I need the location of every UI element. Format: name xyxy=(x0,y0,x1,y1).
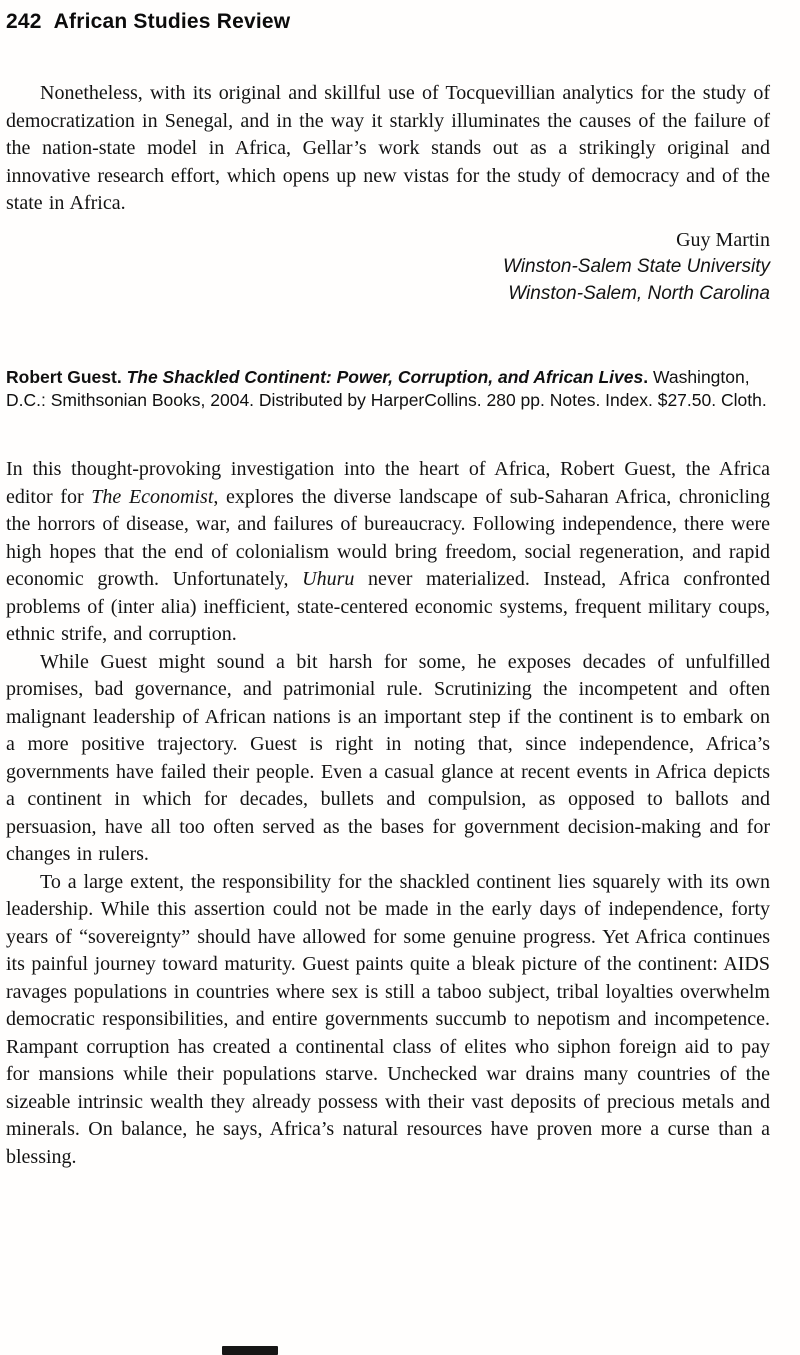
citation-publication-details: Washington, D.C.: Smithsonian Books, 2004. Distributed by HarperCollins. 280 pp. Notes. Index. $27.50. Cloth. xyxy=(6,366,767,410)
page-header xyxy=(6,10,770,34)
book-review xyxy=(6,366,770,1171)
closing-paragraph: Nonetheless, with its original and skillful use of Tocquevillian analytics for the study of democratization in Senegal, and in the way it starkly illuminates the causes of the failure of the nation-state model in Africa, Gellar’s work stands out as a strikingly original and innovative research effort, which opens up new vistas for the study of democracy and of the state in Africa. xyxy=(6,82,770,214)
reviewer-signature xyxy=(6,226,770,308)
citation-author: Robert Guest. xyxy=(6,366,127,387)
italic-term-economist: The Economist xyxy=(91,485,214,508)
review-paragraph-2: While Guest might sound a bit harsh for some, he exposes decades of unfulfilled promises, bad governance, and patrimonial rule. Scrutinizing the incompetent and often malignant leadership of African nations is an important step if the continent is to embark on a more positive trajectory. Guest is right in noting that, since independence, Africa’s governments have failed their people. Even a casual glance at recent events in Africa depicts a continent in which for decades, bullets and compulsion, as opposed to ballots and persuasion, have all too often served as the bases for government decision-making and for changes in rulers. xyxy=(6,650,770,866)
reviewer-location: Winston-Salem, North Carolina xyxy=(508,282,770,304)
reviewer-affiliation: Winston-Salem State University xyxy=(503,255,770,277)
review-paragraph-3: To a large extent, the responsibility for the shackled continent lies squarely with its own leadership. While this assertion could not be made in the early days of independence, forty years of “sovereignty” should have allowed for some genuine progress. Yet Africa continues its painful journey toward maturity. Guest paints quite a bleak picture of the continent: AIDS ravages populations in countries where sex is still a taboo subject, tribal loyalties overwhelm democratic responsibilities, and entire governments succumb to nepotism and incompetence. Rampant corruption has created a continental class of elites who siphon foreign aid to pay for mansions while their populations starve. Unchecked war drains many countries of the sizeable intrinsic wealth they already possess with their vast deposits of precious metals and minerals. On balance, he says, Africa’s natural resources have proven more a curse than a blessing. xyxy=(6,870,770,1168)
page-number: 242 xyxy=(6,10,42,33)
paragraph-text: , explores the diverse landscape of sub-Saharan Africa, chronicling the horrors of disease, war, and failures of bureaucracy. Following independence, there were high hopes that the end of colonialism would bring freedom, social regeneration, and rapid economic growth. Unfortunately, xyxy=(6,485,770,591)
italic-term-uhuru: Uhuru xyxy=(302,568,355,591)
book-citation xyxy=(6,366,770,412)
review-paragraph-1 xyxy=(6,456,770,649)
citation-book-title: The Shackled Continent: Power, Corruption, and African Lives xyxy=(126,366,644,387)
journal-title: African Studies Review xyxy=(53,10,291,33)
citation-title-period: . xyxy=(643,366,649,387)
previous-review-ending xyxy=(6,80,770,308)
reviewer-name: Guy Martin xyxy=(676,228,770,251)
paragraph-text: never materialized. Instead, Africa confronted problems of (inter alia) inefficient, state-centered economic systems, frequent military coups, ethnic strife, and corruption. xyxy=(6,568,770,646)
scan-artifact xyxy=(222,1346,278,1355)
paragraph-text: In this thought-provoking investigation into the heart of Africa, Robert Guest, the Africa editor for xyxy=(6,458,770,508)
